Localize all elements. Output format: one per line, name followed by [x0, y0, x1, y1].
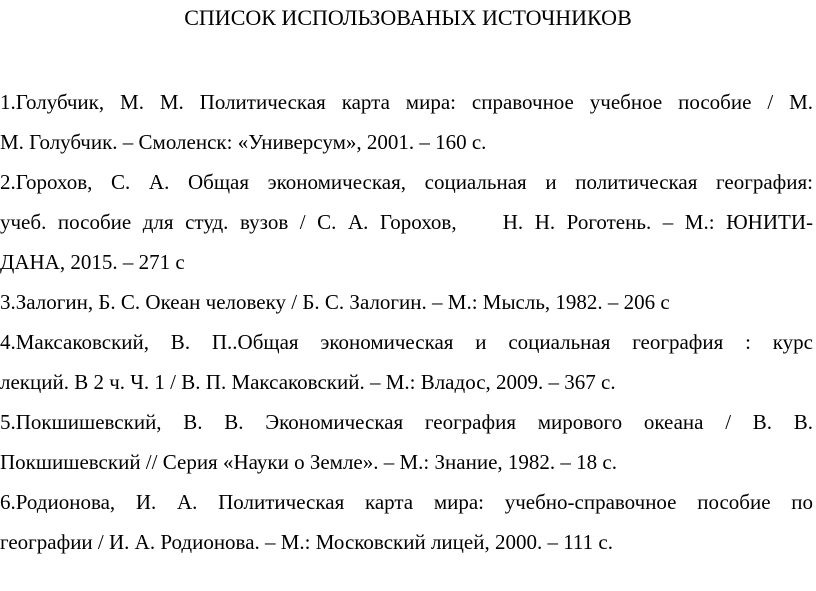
reference-line: 6.Родионова, И. А. Политическая карта мира: учебно-справочное пособие по [0, 490, 813, 514]
reference-entry-5 [0, 402, 813, 482]
reference-entry-6 [0, 482, 813, 562]
reference-entry-3 [0, 282, 813, 322]
reference-line: М. Голубчик. – Смоленск: «Универсум», 2001. – 160 с. [0, 130, 487, 154]
reference-line: учеб. пособие для студ. вузов / С. А. Горохов, Н. Н. Роготень. – М.: ЮНИТИ- [0, 210, 813, 234]
reference-line: 1.Голубчик, М. М. Политическая карта мира: справочное учебное пособие / М. [0, 90, 813, 114]
reference-line: ДАНА, 2015. – 271 с [0, 250, 185, 274]
reference-entry-4 [0, 322, 813, 402]
reference-line: 2.Горохов, С. А. Общая экономическая, социальная и политическая география: [0, 170, 813, 194]
reference-line: 4.Максаковский, В. П..Общая экономическая и социальная география : курс [0, 330, 813, 354]
page-title: СПИСОК ИСПОЛЬЗОВАНЫХ ИСТОЧНИКОВ [184, 5, 632, 30]
reference-line: лекций. В 2 ч. Ч. 1 / В. П. Максаковский. – М.: Владос, 2009. – 367 с. [0, 370, 616, 394]
reference-line: 5.Покшишевский, В. В. Экономическая география мирового океана / В. В. [0, 410, 813, 434]
reference-line: Покшишевский // Серия «Науки о Земле». – М.: Знание, 1982. – 18 с. [0, 450, 617, 474]
reference-entry-1 [0, 82, 813, 162]
reference-list [0, 82, 813, 562]
reference-line: географии / И. А. Родионова. – М.: Московский лицей, 2000. – 111 с. [0, 530, 613, 554]
reference-entry-2 [0, 162, 813, 282]
reference-line: 3.Залогин, Б. С. Океан человеку / Б. С. Залогин. – М.: Мысль, 1982. – 206 с [0, 290, 670, 314]
